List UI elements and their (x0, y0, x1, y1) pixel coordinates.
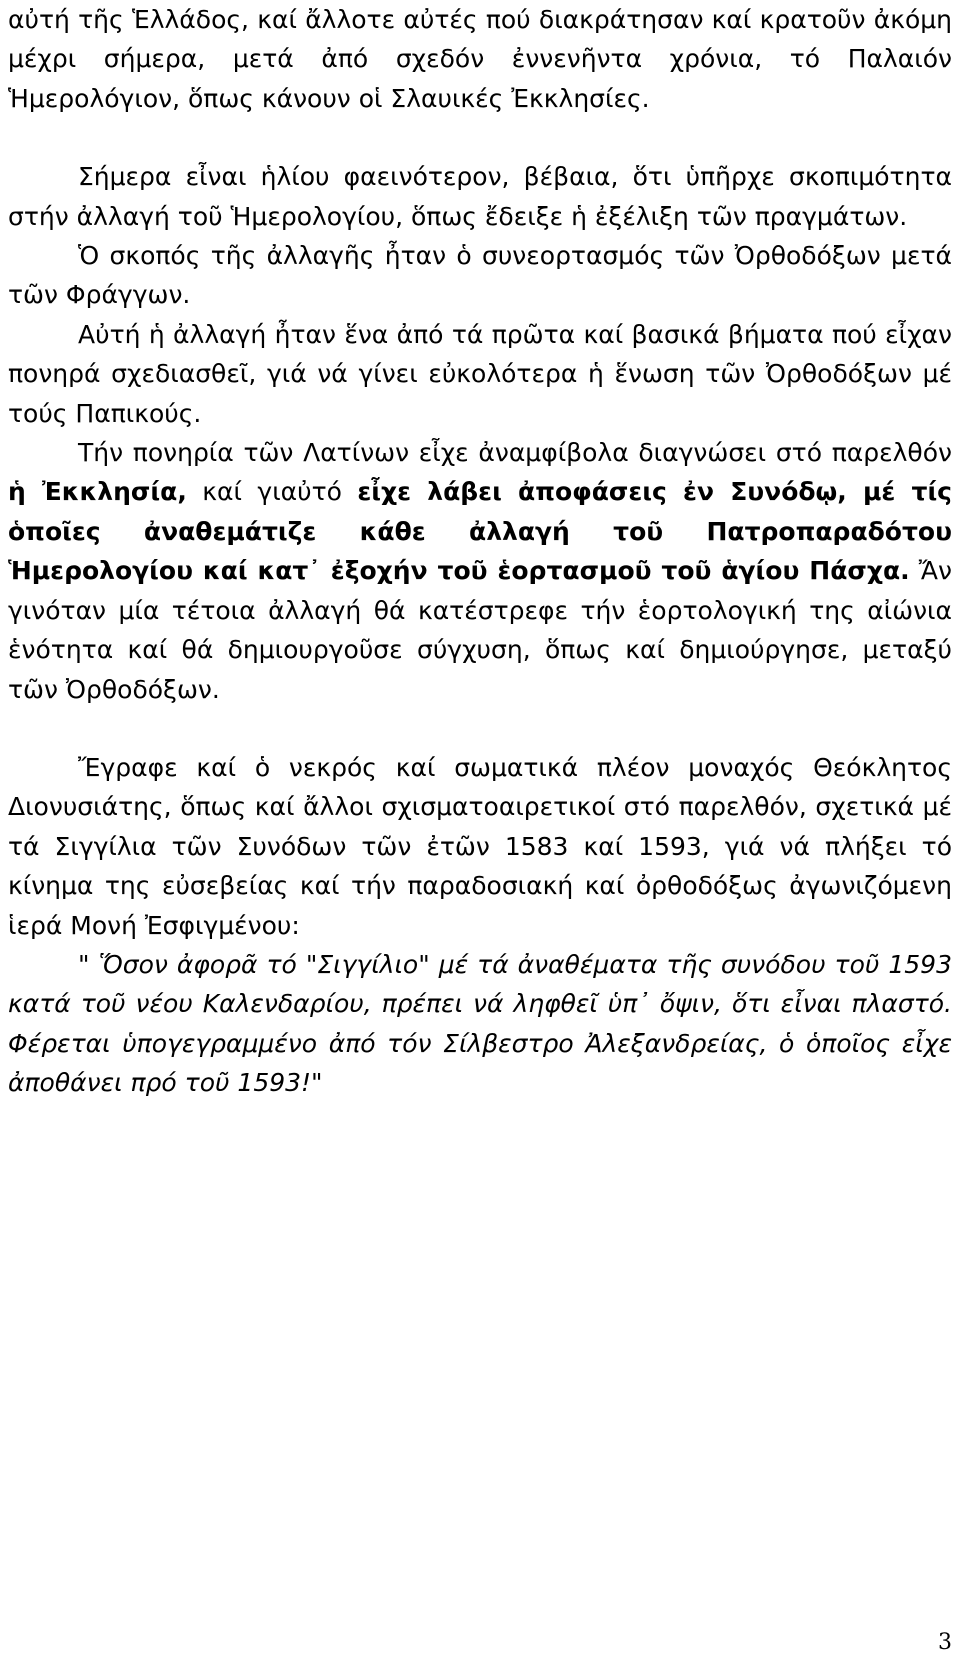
paragraph-3: Ὁ σκοπός τῆς ἀλλαγῆς ἦταν ὁ συνεορτασμός τῶν Ὀρθοδόξων μετά τῶν Φράγγων. (8, 241, 952, 310)
page-number: 3 (938, 1630, 952, 1655)
paragraph-5-bold-2: εἶχε λάβει ἀποφάσεις ἐν Συνόδῳ, μέ τίς ὁποῖες ἀναθεμάτιζε κάθε ἀλλαγή τοῦ Πατροπαραδότου Ἡμερολογίου καί κατ᾿ ἐξοχήν τοῦ ἑορτασμοῦ τοῦ ἁγίου Πάσχα. (8, 477, 952, 586)
paragraph-5-bold-1: ἡ Ἐκκλησία, (8, 477, 187, 507)
paragraph-5-text-3: Ἄν γινόταν μία τέτοια ἀλλαγή θά κατέστρεφε τήν ἑορτολογική της αἰώνια ἑνότητα καί θά δημιουργοῦσε σύγχυση, ὅπως καί δημιούργησε, μεταξύ τῶν Ὀρθοδόξων. (8, 556, 952, 704)
paragraph-6: Ἔγραφε καί ὁ νεκρός καί σωματικά πλέον μοναχός Θεόκλητος Διονυσιάτης, ὅπως καί ἄλλοι σχισματοαιρετικοί στό παρελθόν, σχετικά μέ τά Σιγγίλια τῶν Συνόδων τῶν ἐτῶν 1583 καί 1593, γιά νά πλήξει τό κίνημα της εὐσεβείας καί τήν παραδοσιακή καί ὀρθοδόξως ἀγωνιζόμενη ἱερά Μονή Ἐσφιγμένου: (8, 752, 952, 940)
paragraph-5-text-2: καί γιαὐτό (186, 477, 358, 507)
paragraph-2: Σήμερα εἶναι ἡλίου φαεινότερον, βέβαια, ὅτι ὑπῆρχε σκοπιμότητα στήν ἀλλαγή τοῦ Ἡμερολογίου, ὅπως ἔδειξε ἡ ἐξέλιξη τῶν πραγμάτων. (8, 162, 952, 231)
paragraph-5-text-1: Τήν πονηρία τῶν Λατίνων εἶχε ἀναμφίβολα διαγνώσει στό παρελθόν (78, 438, 952, 468)
paragraph-4: Αὐτή ἡ ἀλλαγή ἦταν ἕνα ἀπό τά πρῶτα καί βασικά βήματα πού εἶχαν πονηρά σχεδιασθεῖ, γιά νά γίνει εὐκολότερα ἡ ἕνωση τῶν Ὀρθοδόξων μέ τούς Παπικούς. (8, 319, 952, 428)
paragraph-5 (8, 433, 952, 709)
paragraph-1: αὐτή τῆς Ἑλλάδος, καί ἄλλοτε αὐτές πού διακράτησαν καί κρατοῦν ἀκόμη μέχρι σήμερα, μετά ἀπό σχεδόν ἐννενῆντα χρόνια, τό Παλαιόν Ἡμερολόγιον, ὅπως κάνουν οἱ Σλαυικές Ἐκκλησίες. (8, 5, 952, 113)
quote-paragraph: " Ὅσον ἀφορᾶ τό "Σιγγίλιο" μέ τά ἀναθέματα τῆς συνόδου τοῦ 1593 κατά τοῦ νέου Καλενδαρίου, πρέπει νά ληφθεῖ ὑπ᾿ ὄψιν, ὅτι εἶναι πλαστό. Φέρεται ὑπογεγραμμένο ἀπό τόν Σίλβεστρο Ἀλεξανδρείας, ὁ ὁποῖος εἶχε ἀποθάνει πρό τοῦ 1593!" (8, 949, 952, 1098)
document-page (8, 0, 952, 1103)
